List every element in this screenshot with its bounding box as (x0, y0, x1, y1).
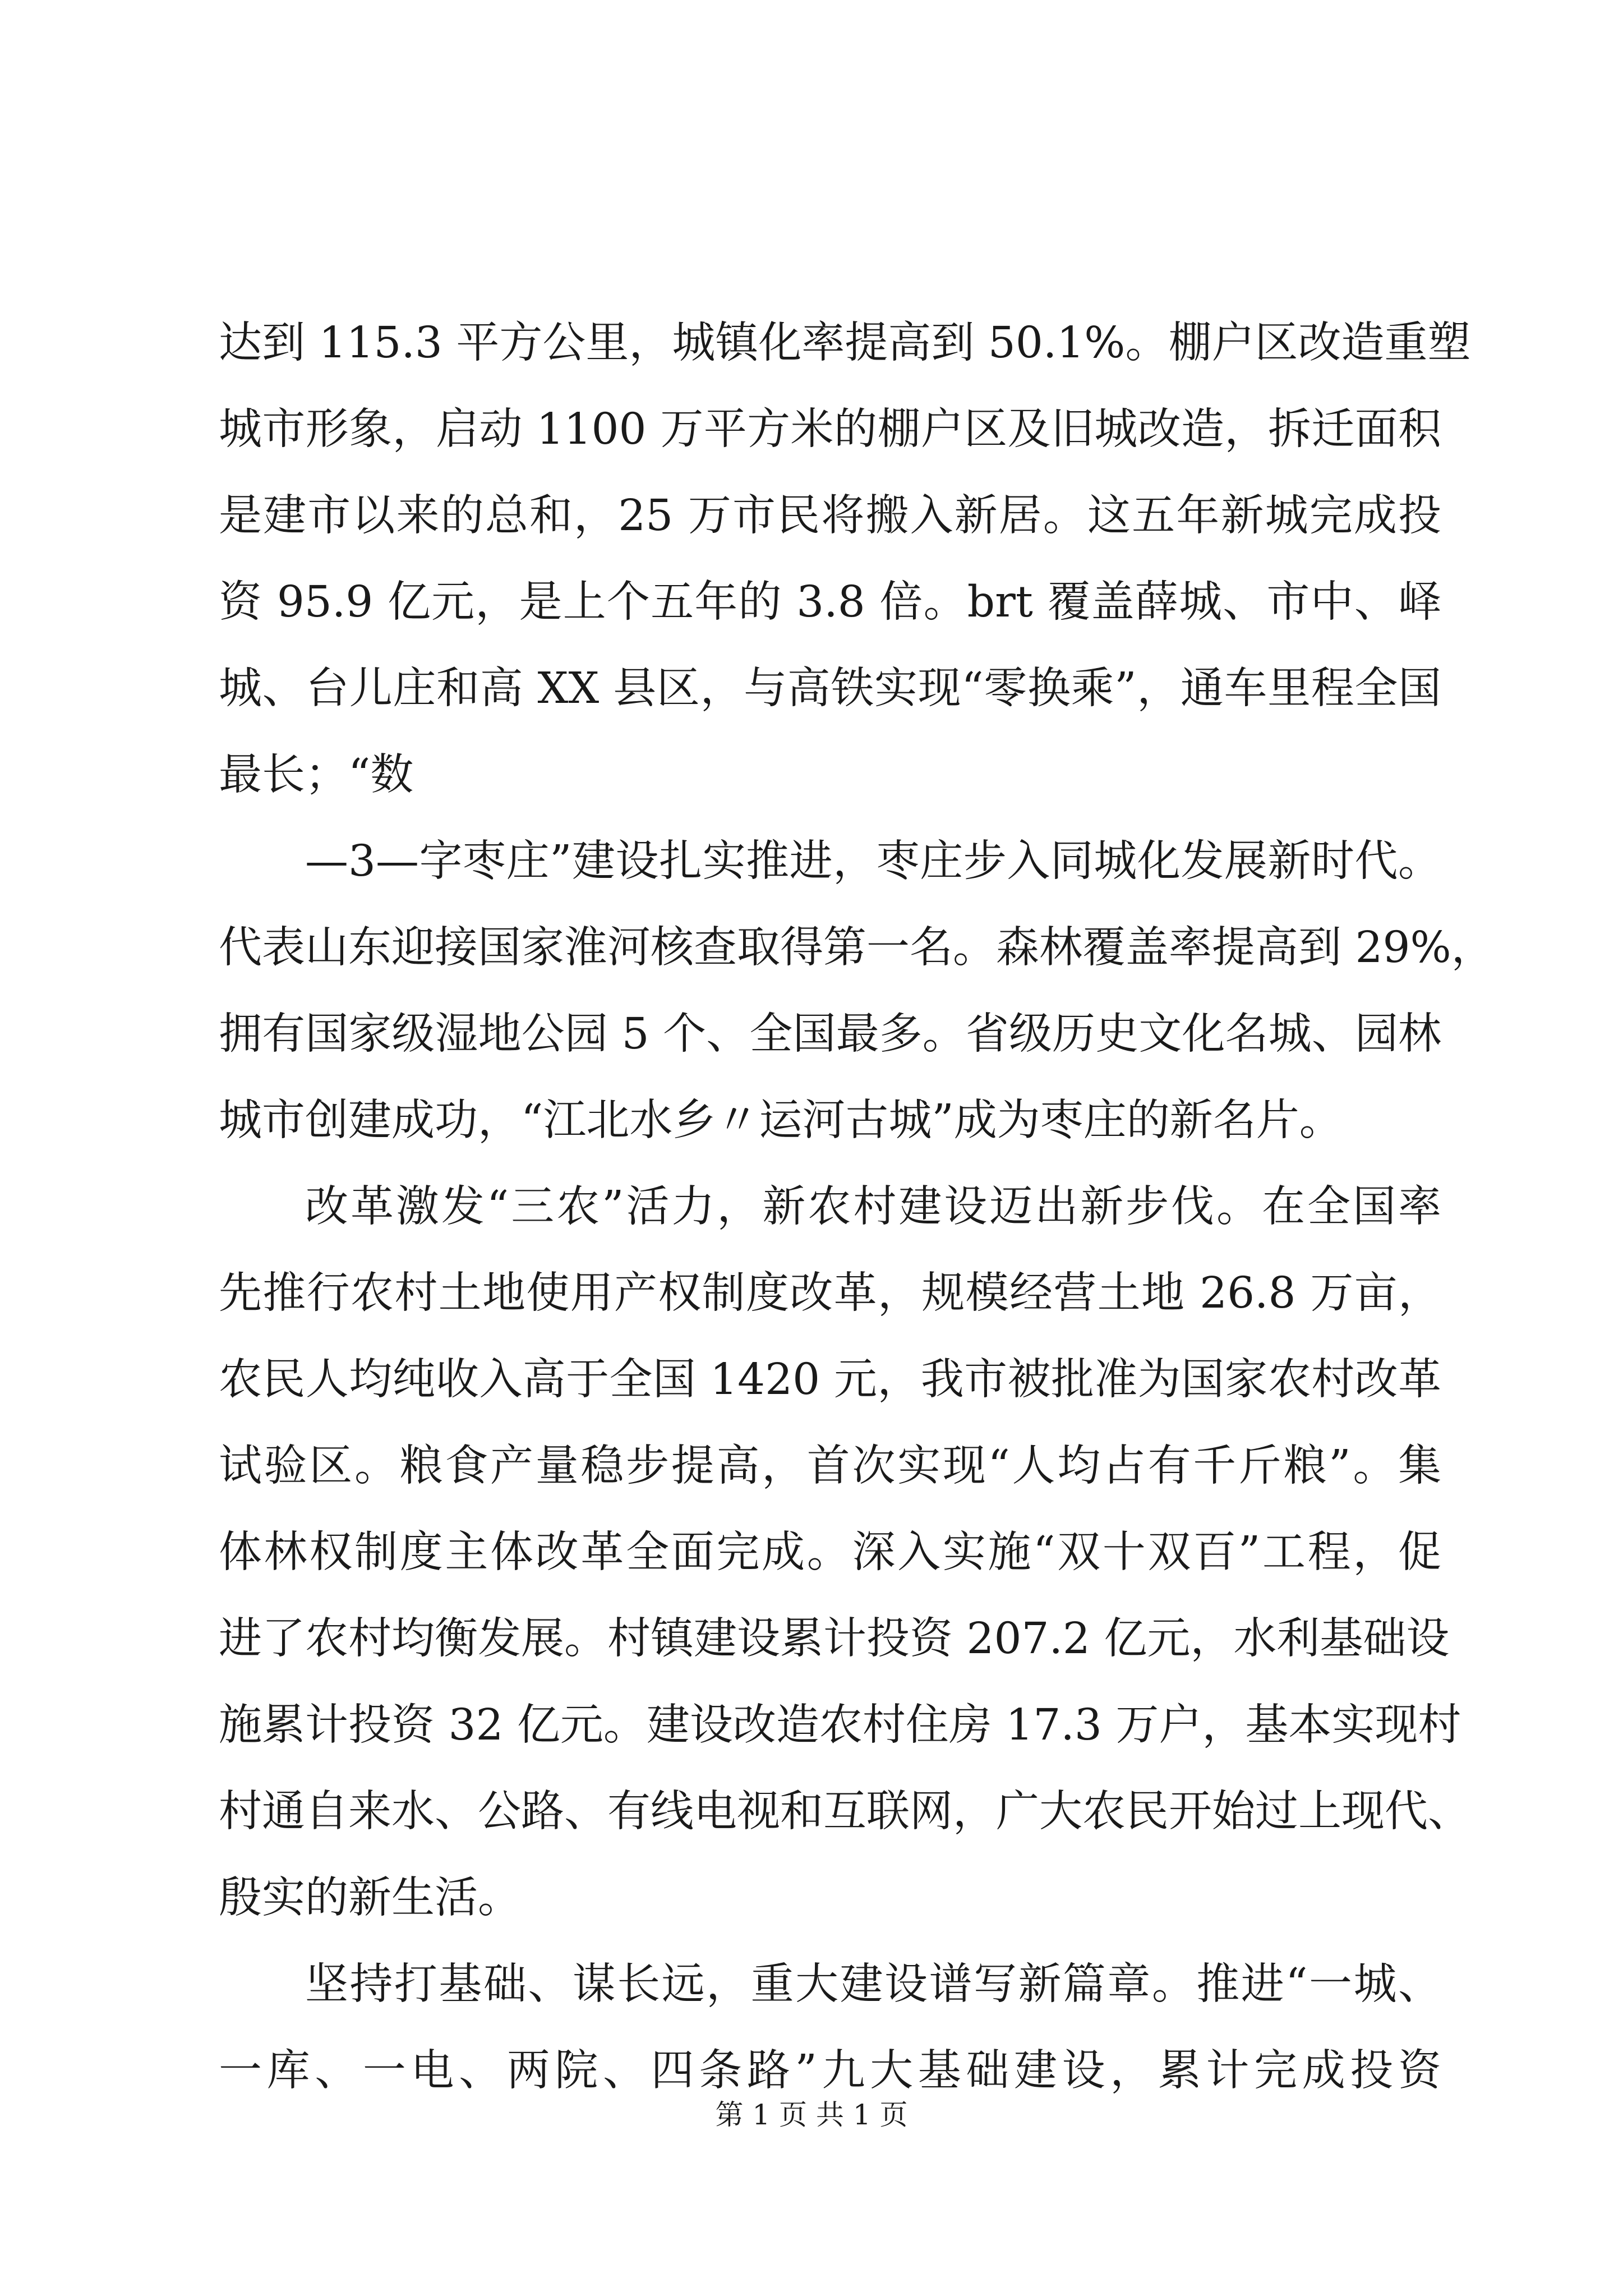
text-line: 一库、一电、两院、四条路”九大基础建设，累计完成投资 (219, 2046, 1441, 2096)
text-line: 村通自来水、公路、有线电视和互联网，广大农民开始过上现代、 (219, 1787, 1471, 1837)
text-line: 代表山东迎接国家淮河核查取得第一名。森林覆盖率提高到 29%， (219, 923, 1495, 973)
text-line: 殷实的新生活。 (219, 1873, 521, 1923)
text-line: 坚持打基础、谋长远，重大建设谱写新篇章。推进“一城、 (305, 1959, 1441, 2009)
text-line: 城、台儿庄和高 XX 县区，与高铁实现“零换乘”，通车里程全国 (219, 664, 1441, 714)
text-line: 拥有国家级湿地公园 5 个、全国最多。省级历史文化名城、园林 (219, 1009, 1441, 1059)
text-line: 达到 115.3 平方公里，城镇化率提高到 50.1%。棚户区改造重塑 (219, 318, 1471, 368)
body-text (219, 300, 1495, 2114)
text-line: 体林权制度主体改革全面完成。深入实施“双十双百”工程，促 (219, 1527, 1441, 1577)
text-line: 先推行农村土地使用产权制度改革，规模经营土地 26.8 万亩， (219, 1268, 1441, 1318)
text-line: 改革激发“三农”活力，新农村建设迈出新步伐。在全国率 (305, 1182, 1441, 1232)
text-line: 城市形象，启动 1100 万平方米的棚户区及旧城改造，拆迁面积 (219, 404, 1441, 454)
text-line: 城市创建成功，“江北水乡〃运河古城”成为枣庄的新名片。 (219, 1096, 1343, 1145)
text-line: 是建市以来的总和，25 万市民将搬入新居。这五年新城完成投 (219, 491, 1441, 541)
text-line: 最长；“数 (219, 750, 414, 800)
text-line: 农民人均纯收入高于全国 1420 元，我市被批准为国家农村改革 (219, 1355, 1441, 1405)
text-line: 施累计投资 32 亿元。建设改造农村住房 17.3 万户，基本实现村 (219, 1700, 1461, 1750)
text-line: —3—字枣庄”建设扎实推进，枣庄步入同城化发展新时代。 (305, 836, 1441, 886)
text-line: 试验区。粮食产量稳步提高，首次实现“人均占有千斤粮”。集 (219, 1441, 1441, 1491)
text-line: 资 95.9 亿元，是上个五年的 3.8 倍。brt 覆盖薛城、市中、峄 (219, 577, 1441, 627)
text-line: 进了农村均衡发展。村镇建设累计投资 207.2 亿元，水利基础设 (219, 1614, 1450, 1664)
page-footer: 第 1 页 共 1 页 (715, 2099, 908, 2131)
